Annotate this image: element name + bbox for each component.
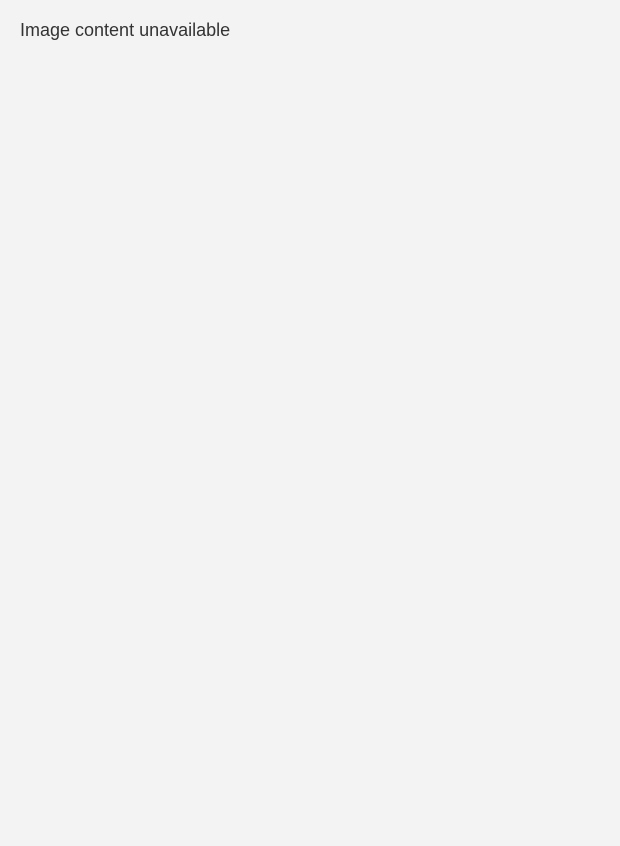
placeholder <box>0 0 620 61</box>
placeholder-message: Image content unavailable <box>20 20 231 40</box>
